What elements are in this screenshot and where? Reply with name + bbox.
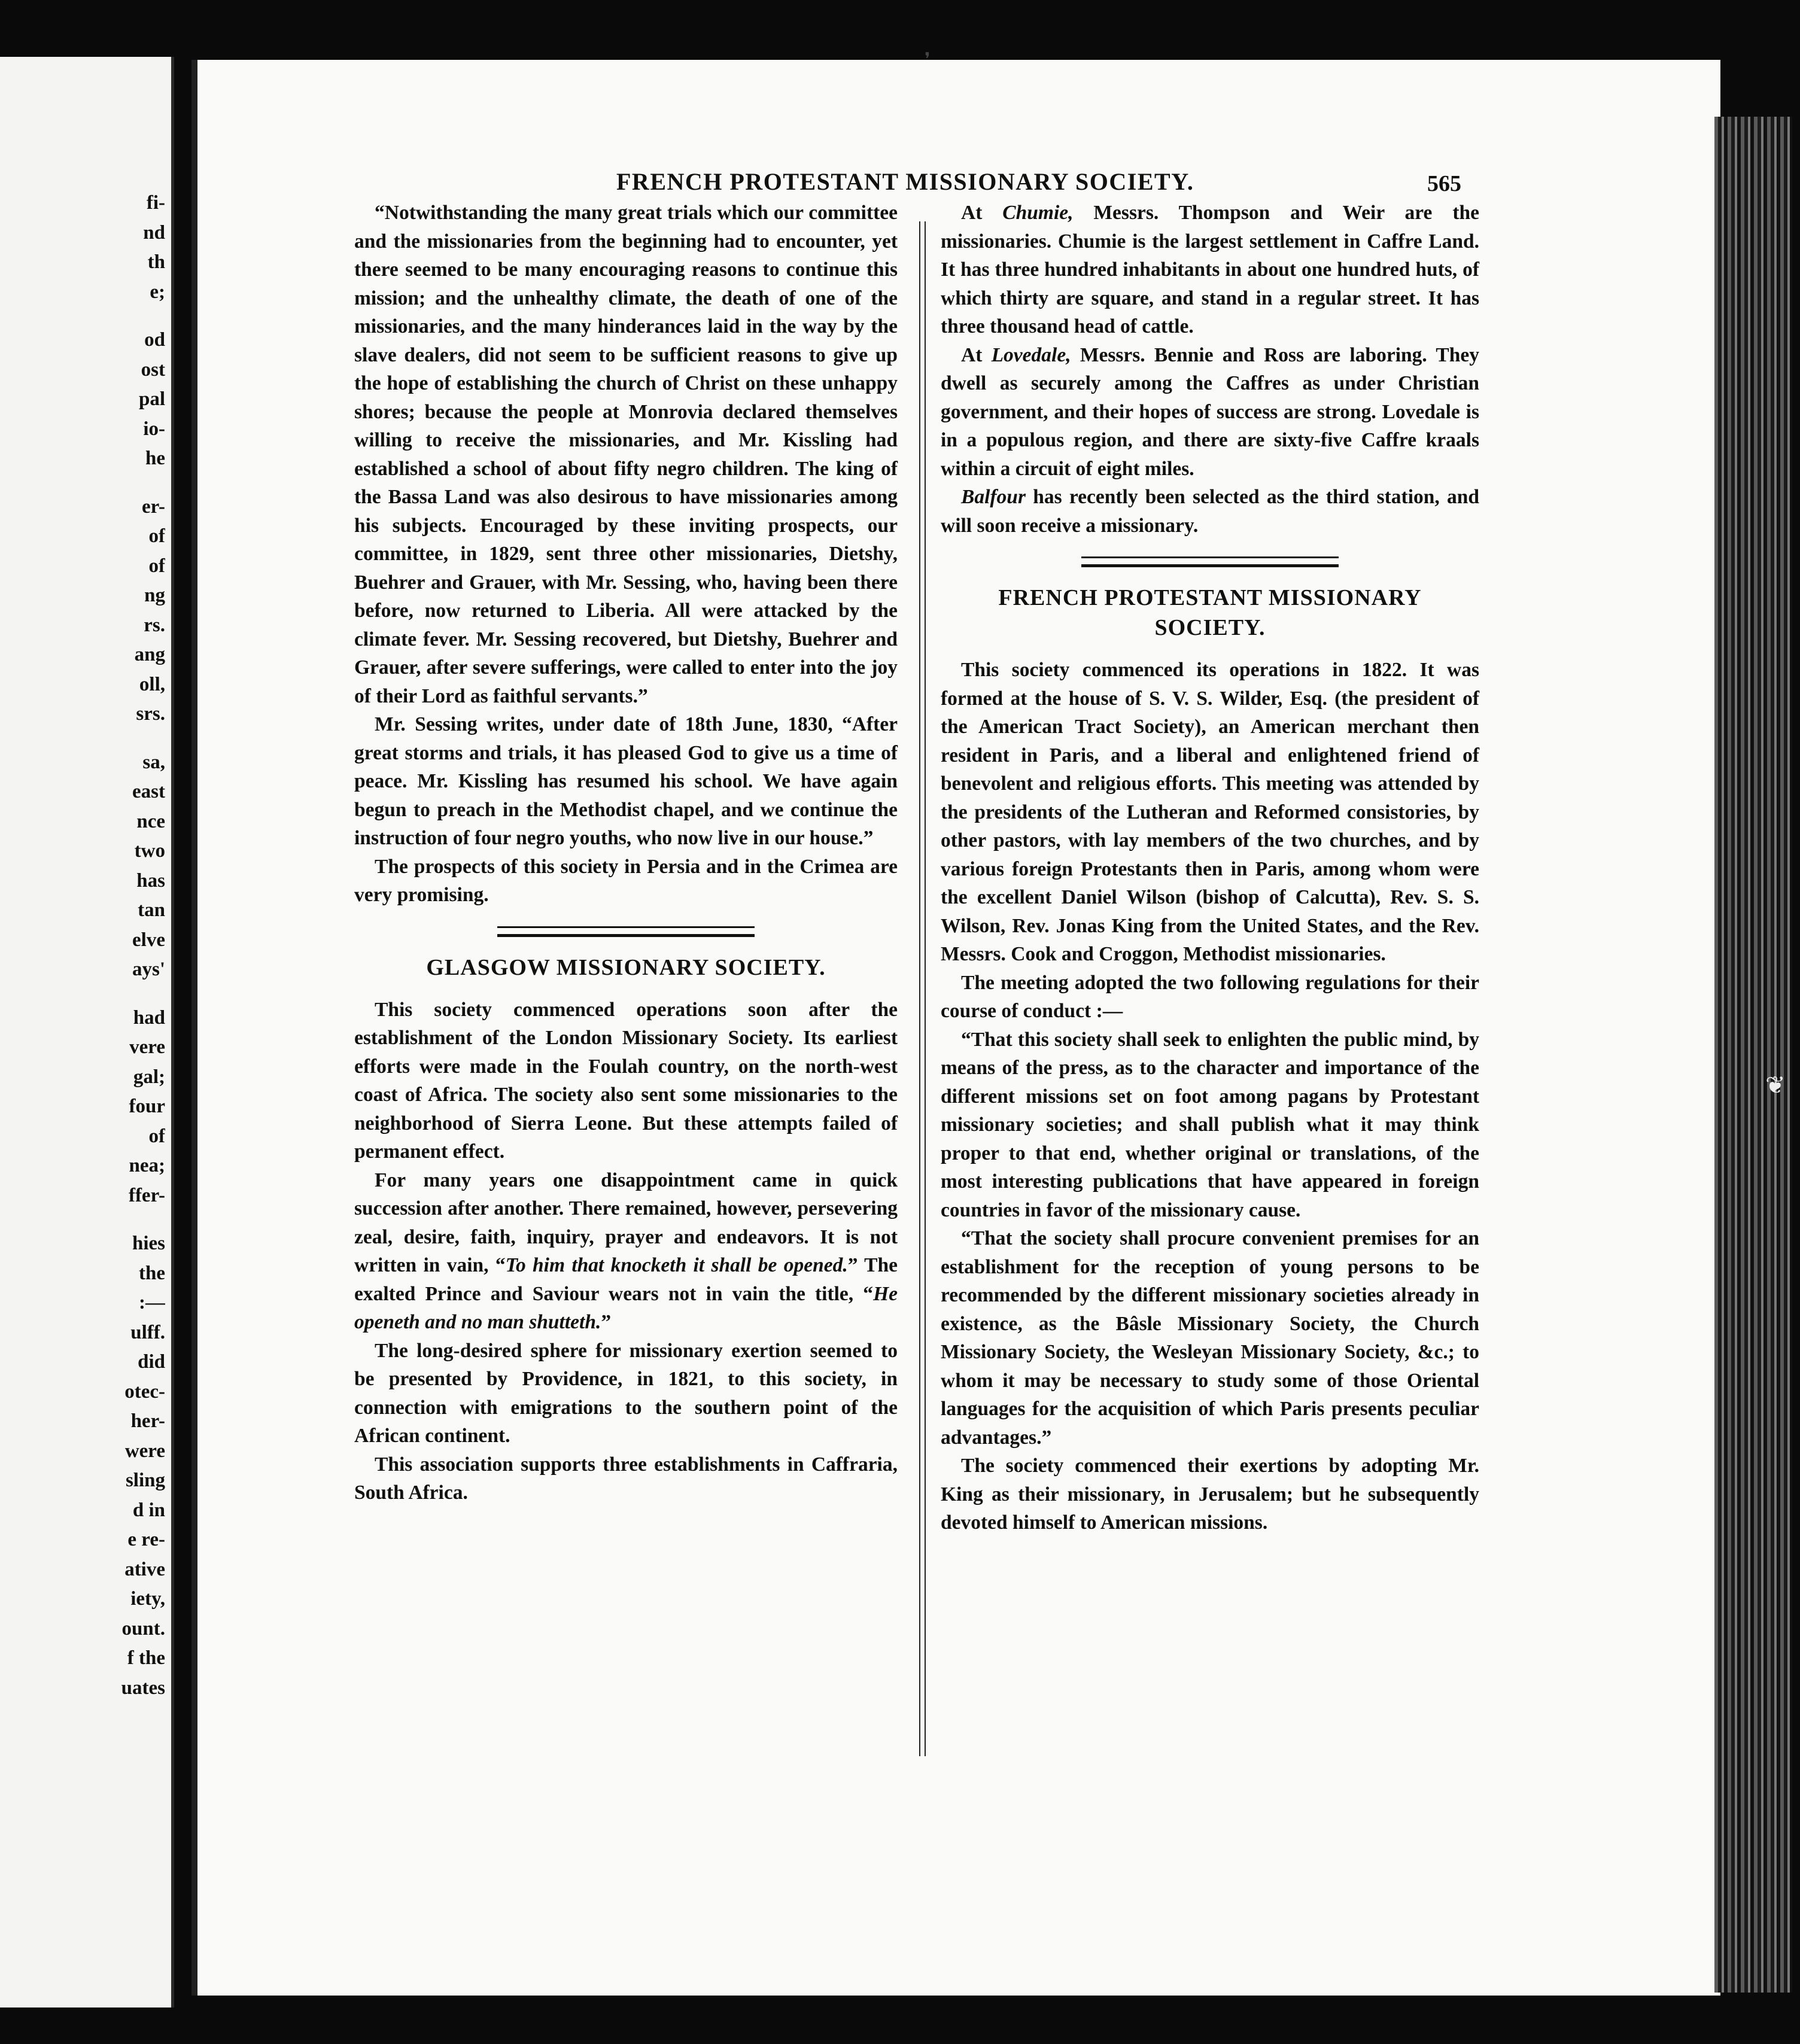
fragment-line: were: [124, 1440, 165, 1462]
fragment-line: rs.: [144, 614, 165, 636]
fragment-line: sling: [125, 1470, 165, 1491]
fragment-line: tan: [138, 899, 165, 921]
fragment-line: the: [139, 1262, 165, 1284]
text-span: Messrs. Thompson and Weir are the missionaries. Chumie is the largest settlement in Caffre Land. It has three hundred inhabitants in about one hundred huts, of which thirty are square, and stand in a regular street. It has three thousand head of cattle.: [941, 202, 1479, 337]
fragment-line: four: [129, 1096, 165, 1117]
text-span: At: [961, 343, 992, 366]
fragment-line: e;: [150, 281, 165, 303]
page-number: 565: [1427, 171, 1461, 196]
running-head: FRENCH PROTESTANT MISSIONARY SOCIETY.: [616, 168, 1194, 195]
facing-page-text-fragments: [0, 188, 165, 1703]
fragment-line: io-: [143, 418, 165, 440]
paragraph: “That this society shall seek to enlighten the public mind, by means of the press, as to the character and importance of the different missions set on foot among pagans by Protestant missionary societies; and shall publish what it may think proper to that end, whether original or translations, of the most interesting publications that have appeared in foreign countries in favor of the missionary cause.: [941, 1028, 1479, 1221]
station-name: Lovedale,: [991, 343, 1071, 366]
fragment-line: ost: [141, 358, 165, 381]
fragment-line: pal: [138, 388, 165, 410]
paragraph: [941, 199, 1479, 341]
text-column-left: [354, 199, 898, 2044]
fragment-line: hies: [132, 1233, 165, 1254]
fragment-line: ng: [144, 585, 165, 606]
fragment-line: did: [138, 1351, 165, 1373]
fragment-line: ount.: [121, 1617, 165, 1640]
section-title-french: [941, 583, 1479, 643]
fragment-line: e re-: [127, 1529, 165, 1550]
fragment-line: od: [144, 329, 165, 351]
station-name: Balfour: [961, 486, 1026, 508]
fragment-line: [0, 985, 165, 1003]
paragraph: The society commenced their exertions by adopting Mr. King as their missionary, in Jerusalem; but he subsequently devoted himself to American missions.: [941, 1455, 1479, 1534]
paragraph: Mr. Sessing writes, under date of 18th June, 1830, “After great storms and trials, it has pleased God to give us a time of peace. Mr. Kissling has resumed his school. We have again begun to preach in the Methodist chapel, and we continue the instruction of four negro youths, who now live in our house.”: [354, 713, 898, 849]
fragment-line: gal;: [133, 1066, 165, 1088]
fragment-line: [0, 729, 165, 748]
fragment-line: iety,: [130, 1588, 165, 1610]
fragment-line: ffer-: [128, 1184, 165, 1206]
fragment-line: ays': [132, 959, 165, 980]
fragment-line: ulff.: [130, 1321, 165, 1343]
fragment-line: has: [136, 869, 165, 892]
paragraph: [941, 341, 1479, 483]
text-span: ” The exalted Prince and Saviour wears not in vain the title, “: [354, 1254, 898, 1305]
fragment-line: ang: [134, 644, 165, 665]
fragment-line: two: [134, 840, 165, 862]
paragraph: The long-desired sphere for missionary exertion seemed to be presented by Providence, in 1821, to this society, in connection with emigrations to the southern point of the African continent.: [354, 1339, 898, 1447]
section-title-line: SOCIETY.: [1154, 615, 1266, 640]
text-span: Messrs. Bennie and Ross are laboring. They dwell as securely among the Caffres as under Christian government, and their hopes of success are strong. Lovedale is in a populous region, and there are sixty-five Caffre kraals within a circuit of eight miles.: [941, 343, 1480, 480]
facing-page-left: [0, 57, 174, 2008]
italic-quote: To him that knocketh it shall be opened.: [505, 1254, 848, 1276]
fragment-line: elve: [132, 929, 165, 951]
section-divider: [1081, 556, 1339, 567]
fragment-line: oll,: [139, 673, 165, 695]
fragment-line: :—: [139, 1292, 165, 1313]
fragment-line: f the: [127, 1647, 165, 1669]
print-smudge: ❜: [925, 50, 931, 69]
fragment-line: nce: [136, 810, 165, 832]
fragment-line: he: [145, 448, 165, 469]
paragraph: This association supports three establishments in Caffraria, South Africa.: [354, 1453, 898, 1504]
text-span: For many years one disappointment came in quick succession after another. There remained, however, persevering zeal, desire, faith, inquiry, prayer and endeavors. It is not written in vain, “: [354, 1169, 898, 1276]
station-name: Chumie,: [1002, 202, 1074, 224]
fragment-line: er-: [141, 495, 165, 518]
paragraph: “Notwithstanding the many great trials which our committee and the missionaries from the beginning had to encounter, yet there seemed to be many encouraging reasons to continue this mission; and the unhealthy climate, the death of one of the missionaries, and the many hinderances laid in the way by the slave dealers, did not seem to be sufficient reasons to give up the hope of establishing the church of Christ on these unhappy shores; because the people at Monrovia declared themselves willing to receive the missionaries, and Mr. Kissling had established a school of about fifty negro children. The king of the Bassa Land was also desirous to have missionaries among his subjects. Encouraged by these inviting prospects, our committee, in 1829, sent three other missionaries, Dietshy, Buehrer and Grauer, with Mr. Sessing, who, having been there before, now returned to Liberia. All were attacked by the climate fever. Mr. Sessing recovered, but Dietshy, Buehrer and Grauer, after severe sufferings, were called to enter into the joy of their Lord as faithful servants.”: [354, 202, 898, 707]
fragment-line: ative: [124, 1558, 165, 1580]
paragraph: [941, 483, 1479, 540]
text-span: ”: [601, 1311, 612, 1333]
fragment-line: sa,: [142, 751, 165, 773]
section-title-glasgow: GLASGOW MISSIONARY SOCIETY.: [426, 954, 826, 980]
fragment-line: uates: [121, 1677, 165, 1699]
fragment-line: of: [148, 525, 165, 547]
fragment-line: [0, 307, 165, 326]
fragment-line: [0, 474, 165, 492]
paragraph: The prospects of this society in Persia and in the Crimea are very promising.: [354, 855, 898, 906]
fragment-line: had: [133, 1006, 165, 1029]
fragment-line: fi-: [146, 192, 165, 214]
margin-mark: ❦: [1765, 1072, 1786, 1099]
paragraph: This society commenced its operations in 1822. It was formed at the house of S. V. S. Wilder, Esq. (the president of the American Tract Society), an American merchant then resident in Paris, and a liberal and enlightened friend of benevolent and religious efforts. This meeting was attended by the presidents of the Lutheran and Reformed consistories, by other pastors, with lay members of the two churches, and by various foreign Protestants then in Paris, among whom were the excellent Daniel Wilson (bishop of Calcutta), Rev. S. S. Wilson, Rev. Jonas King from the United States, and the Rev. Messrs. Cook and Croggon, Methodist missionaries.: [941, 659, 1479, 965]
paragraph: “That the society shall procure convenient premises for an establishment for the reception of young persons to be recommended by the different missionary societies already in existence, as the Bâsle Missionary Society, the Church Missionary Society, the Wesleyan Missionary Society, &c.; to whom it may be necessary to study some of those Oriental languages for the acquisition of which Paris presents peculiar advantages.”: [941, 1227, 1479, 1449]
fragment-line: east: [132, 781, 165, 802]
paragraph: [354, 1166, 898, 1337]
fragment-line: of: [148, 555, 165, 577]
fragment-line: th: [147, 251, 165, 273]
fragment-line: d in: [132, 1499, 165, 1521]
fragment-line: her-: [130, 1410, 165, 1432]
text-column-right: [941, 199, 1479, 2044]
section-divider: [497, 926, 755, 937]
paragraph: This society commenced operations soon after the establishment of the London Missionary Society. Its earliest efforts were made in the Foulah country, on the north-west coast of Africa. The society also sent some missionaries to the neighborhood of Sierra Leone. But these attempts failed of permanent effect.: [354, 998, 898, 1163]
text-span: At: [961, 202, 1003, 224]
fragment-line: nd: [143, 221, 165, 244]
fragment-line: otec-: [124, 1380, 165, 1403]
italic-quote: He openeth and no man shutteth.: [354, 1282, 898, 1333]
fragment-line: [0, 1210, 165, 1229]
book-page-edges: [1714, 117, 1792, 1993]
column-divider: [919, 221, 926, 1756]
paragraph: The meeting adopted the two following regulations for their course of conduct :—: [941, 971, 1479, 1022]
fragment-line: nea;: [129, 1155, 165, 1176]
fragment-line: of: [148, 1125, 165, 1147]
section-title-line: FRENCH PROTESTANT MISSIONARY: [998, 585, 1422, 610]
fragment-line: vere: [129, 1036, 165, 1058]
text-span: has recently been selected as the third station, and will soon receive a missionary.: [941, 486, 1479, 537]
fragment-line: srs.: [136, 703, 165, 725]
